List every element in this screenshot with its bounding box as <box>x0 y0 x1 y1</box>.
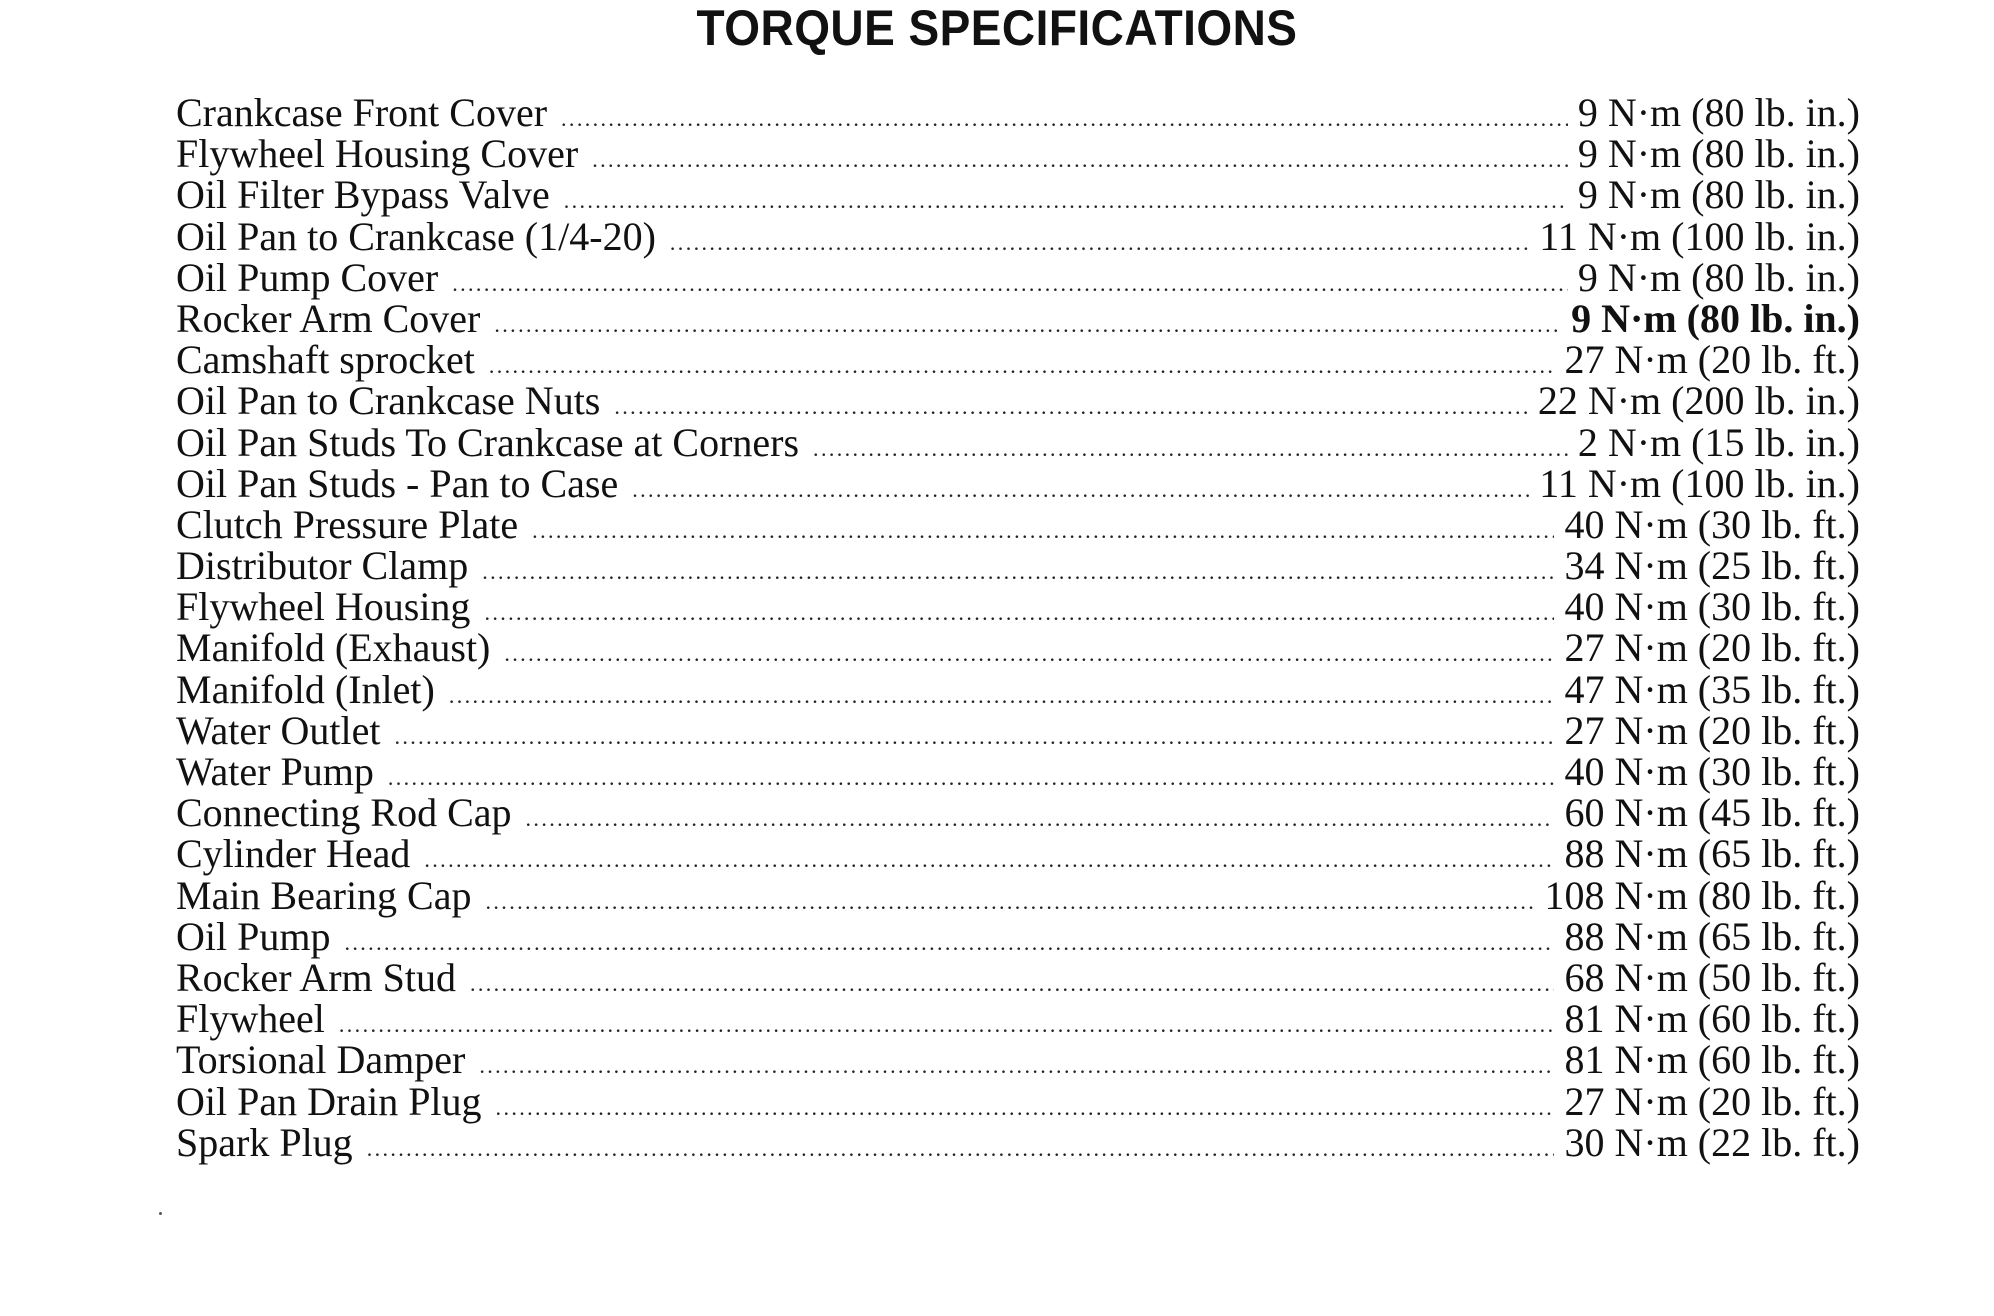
spec-row <box>176 1078 1860 1124</box>
spec-item: Manifold (Inlet) <box>176 666 435 712</box>
spec-torque: 9 N·m (80 lb. in.) <box>1577 90 1860 135</box>
dot-leader <box>367 1123 1555 1163</box>
spec-item: Main Bearing Cap <box>176 872 472 918</box>
spec-torque: 68 N·m (50 lb. ft.) <box>1564 954 1860 1000</box>
spec-item: Flywheel Housing Cover <box>176 131 579 177</box>
spec-row <box>176 625 1860 671</box>
spec-torque: 27 N·m (20 lb. ft.) <box>1564 1078 1860 1124</box>
spec-row <box>176 131 1860 177</box>
spec-item: Clutch Pressure Plate <box>176 501 519 547</box>
spec-torque: 9 N·m (80 lb. in.) <box>1571 295 1860 341</box>
spec-torque: 27 N·m (20 lb. ft.) <box>1564 625 1860 671</box>
dot-leader <box>449 670 1555 710</box>
spec-row <box>176 337 1860 383</box>
spec-torque: 81 N·m (60 lb. ft.) <box>1564 1037 1860 1083</box>
spec-torque: 9 N·m (80 lb. in.) <box>1577 254 1860 300</box>
dot-leader <box>494 299 1561 339</box>
spec-item: Spark Plug <box>176 1119 353 1165</box>
spec-item: Torsional Damper <box>176 1037 466 1083</box>
spec-row <box>176 872 1860 918</box>
dot-leader <box>482 546 1554 586</box>
spec-torque: 40 N·m (30 lb. ft.) <box>1564 501 1860 547</box>
spec-torque: 88 N·m (65 lb. ft.) <box>1564 913 1860 959</box>
spec-row <box>176 584 1860 630</box>
spec-item: Flywheel Housing <box>176 584 471 630</box>
dot-leader <box>484 587 1554 627</box>
spec-torque: 27 N·m (20 lb. ft.) <box>1564 337 1860 383</box>
spec-row <box>176 419 1860 465</box>
spec-torque: 40 N·m (30 lb. ft.) <box>1564 584 1860 630</box>
spec-item: Water Outlet <box>176 707 381 753</box>
spec-row <box>176 295 1860 341</box>
dot-leader <box>394 711 1554 751</box>
spec-torque: 27 N·m (20 lb. ft.) <box>1564 707 1860 753</box>
spec-item: Rocker Arm Stud <box>176 954 456 1000</box>
dot-leader <box>486 876 1535 916</box>
spec-item: Oil Pan to Crankcase Nuts <box>176 378 601 424</box>
spec-item: Flywheel <box>176 996 325 1042</box>
dot-leader <box>632 464 1529 504</box>
spec-torque: 60 N·m (45 lb. ft.) <box>1564 790 1860 836</box>
spec-row <box>176 254 1860 300</box>
spec-item: Water Pump <box>176 749 374 794</box>
dot-leader <box>526 793 1555 833</box>
spec-item: Oil Pan Drain Plug <box>176 1078 482 1124</box>
spec-row <box>176 92 1860 133</box>
spec-torque: 2 N·m (15 lb. in.) <box>1577 419 1860 465</box>
spec-torque: 40 N·m (30 lb. ft.) <box>1564 749 1860 794</box>
spec-item: Crankcase Front Cover <box>176 90 548 135</box>
dot-leader <box>532 505 1554 545</box>
spec-row <box>176 1119 1860 1165</box>
spec-torque: 88 N·m (65 lb. ft.) <box>1564 831 1860 877</box>
spec-row <box>176 913 1860 959</box>
spec-item: Distributor Clamp <box>176 543 469 589</box>
dot-leader <box>470 958 1555 998</box>
spec-row <box>176 460 1860 506</box>
spec-row <box>176 543 1860 589</box>
spec-item: Oil Pump <box>176 913 331 959</box>
dot-leader <box>339 999 1555 1039</box>
spec-torque: 108 N·m (80 lb. ft.) <box>1544 872 1860 918</box>
spec-row <box>176 501 1860 547</box>
spec-row <box>176 1037 1860 1083</box>
spec-item: Oil Pan Studs - Pan to Case <box>176 460 619 506</box>
spec-torque: 30 N·m (22 lb. ft.) <box>1564 1119 1860 1165</box>
spec-item: Cylinder Head <box>176 831 411 877</box>
spec-item: Oil Filter Bypass Valve <box>176 172 550 218</box>
spec-row <box>176 378 1860 424</box>
dot-leader <box>344 917 1554 957</box>
spec-row <box>176 666 1860 712</box>
spec-row <box>176 790 1860 836</box>
dot-leader <box>504 628 1554 668</box>
spec-torque: 11 N·m (100 lb. in.) <box>1539 460 1860 506</box>
spec-torque: 9 N·m (80 lb. in.) <box>1577 172 1860 218</box>
page-title: TORQUE SPECIFICATIONS <box>696 0 1298 56</box>
spec-row <box>176 213 1860 259</box>
dot-leader <box>561 93 1568 133</box>
dot-leader <box>592 134 1568 174</box>
dot-leader <box>564 175 1568 215</box>
spec-torque: 9 N·m (80 lb. in.) <box>1577 131 1860 177</box>
dot-leader <box>424 834 1554 874</box>
dot-leader <box>452 258 1568 298</box>
spec-row <box>176 996 1860 1042</box>
spec-item: Manifold (Exhaust) <box>176 625 491 671</box>
spec-row <box>176 172 1860 218</box>
spec-item: Oil Pan to Crankcase (1/4-20) <box>176 213 656 259</box>
spec-item: Oil Pump Cover <box>176 254 439 300</box>
dot-leader <box>479 1040 1554 1080</box>
dot-leader <box>496 1082 1555 1122</box>
spec-torque: 34 N·m (25 lb. ft.) <box>1564 543 1860 589</box>
scan-speck <box>159 1212 162 1215</box>
spec-torque: 81 N·m (60 lb. ft.) <box>1564 996 1860 1042</box>
dot-leader <box>489 340 1555 380</box>
spec-item: Camshaft sprocket <box>176 337 475 383</box>
spec-row <box>176 707 1860 753</box>
spec-item: Rocker Arm Cover <box>176 295 481 341</box>
dot-leader <box>813 423 1568 463</box>
spec-row <box>176 751 1860 792</box>
spec-torque: 22 N·m (200 lb. in.) <box>1537 378 1860 424</box>
dot-leader <box>670 217 1529 257</box>
dot-leader <box>614 381 1527 421</box>
spec-item: Connecting Rod Cap <box>176 790 512 836</box>
spec-torque: 47 N·m (35 lb. ft.) <box>1564 666 1860 712</box>
spec-item: Oil Pan Studs To Crankcase at Corners <box>176 419 800 465</box>
torque-spec-list <box>176 92 1860 1163</box>
spec-row <box>176 954 1860 1000</box>
spec-torque: 11 N·m (100 lb. in.) <box>1539 213 1860 259</box>
dot-leader <box>388 752 1555 792</box>
spec-row <box>176 831 1860 877</box>
